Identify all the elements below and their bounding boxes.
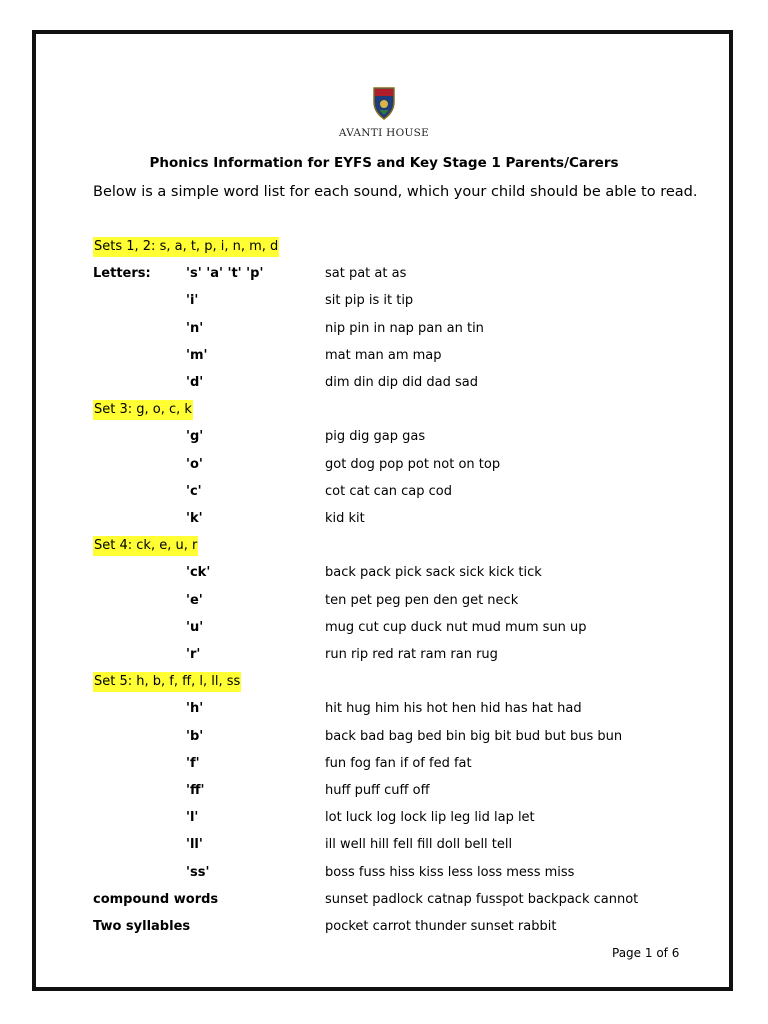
word-row: [0, 373, 768, 395]
word-row: [0, 863, 768, 885]
word-examples: ill well hill fell fill doll bell tell: [325, 837, 513, 853]
word-row: [0, 319, 768, 341]
word-examples: nip pin in nap pan an tin: [325, 320, 484, 336]
brand-name: AVANTI HOUSE: [338, 127, 430, 139]
sound-label: 'c': [186, 483, 202, 499]
word-row: [0, 890, 768, 912]
word-row: [0, 591, 768, 613]
word-examples: hit hug him his hot hen hid has hat had: [325, 701, 582, 717]
intro-text: Below is a simple word list for each sound, which your child should be able to read.: [93, 184, 698, 200]
word-examples: pig dig gap gas: [325, 429, 426, 445]
word-examples: back bad bag bed bin big bit bud but bus bun: [325, 728, 623, 744]
word-examples: pocket carrot thunder sunset rabbit: [325, 919, 557, 934]
school-logo: [334, 86, 434, 144]
word-row: [0, 808, 768, 830]
sound-label: 'k': [186, 511, 203, 526]
word-examples: kid kit: [325, 511, 365, 526]
word-examples: run rip red rat ram ran rug: [325, 647, 498, 662]
sound-label: 'r': [186, 647, 201, 662]
set-heading: [0, 672, 768, 694]
word-row: [0, 346, 768, 368]
word-examples: got dog pop pot not on top: [325, 456, 501, 472]
sound-label: 'n': [186, 320, 204, 336]
word-examples: huff puff cuff off: [325, 783, 430, 798]
sound-label: 'd': [186, 375, 204, 390]
sound-label: 'ff': [186, 783, 205, 798]
word-row: [0, 727, 768, 749]
word-row: [0, 455, 768, 477]
sound-label: 'i': [186, 293, 199, 309]
set-heading-text: Set 3: g, o, c, k: [93, 400, 193, 420]
sound-label: 'ck': [186, 565, 211, 581]
word-examples: cot cat can cap cod: [325, 483, 453, 499]
word-examples: sit pip is it tip: [325, 293, 414, 309]
set-heading-text: Set 5: h, b, f, ff, l, ll, ss: [93, 672, 241, 692]
set-heading: [0, 536, 768, 558]
word-row: [0, 699, 768, 721]
sound-label: 'g': [186, 429, 204, 445]
word-examples: boss fuss hiss kiss less loss mess miss: [325, 864, 575, 880]
word-row: [0, 917, 768, 939]
page-number: Page 1 of 6: [612, 946, 680, 960]
sound-label: 'h': [186, 701, 204, 717]
row-label: Two syllables: [93, 919, 191, 934]
sound-label: 's' 'a' 't' 'p': [186, 266, 264, 282]
sound-label: 'u': [186, 619, 204, 635]
set-heading-text: Set 4: ck, e, u, r: [93, 536, 198, 556]
word-examples: lot luck log lock lip leg lid lap let: [325, 810, 535, 826]
word-row: [0, 754, 768, 776]
sound-label: 'ss': [186, 864, 210, 880]
word-row: [0, 509, 768, 531]
word-row: [0, 563, 768, 585]
sound-label: 'b': [186, 728, 204, 744]
word-examples: dim din dip did dad sad: [325, 375, 478, 390]
word-examples: ten pet peg pen den get neck: [325, 592, 519, 608]
sound-label: 'll': [186, 837, 203, 853]
word-examples: sunset padlock catnap fusspot backpack cannot: [325, 891, 639, 907]
word-row: [0, 482, 768, 504]
page-title: Phonics Information for EYFS and Key Stage 1 Parents/Carers: [149, 155, 619, 171]
set-heading: [0, 237, 768, 259]
word-row: [0, 835, 768, 857]
word-examples: fun fog fan if of fed fat: [325, 755, 472, 771]
sound-label: 'f': [186, 755, 200, 771]
sound-label: 'm': [186, 347, 208, 363]
word-examples: mug cut cup duck nut mud mum sun up: [325, 619, 587, 635]
word-row: [0, 781, 768, 803]
set-heading: [0, 400, 768, 422]
row-label: Letters:: [93, 266, 151, 282]
sound-label: 'e': [186, 592, 203, 608]
crest-icon: [372, 86, 396, 120]
word-row: [0, 618, 768, 640]
word-row: [0, 291, 768, 313]
sound-label: 'l': [186, 810, 199, 826]
word-row: [0, 264, 768, 286]
word-examples: back pack pick sack sick kick tick: [325, 565, 542, 581]
set-heading-text: Sets 1, 2: s, a, t, p, i, n, m, d: [93, 237, 279, 257]
word-examples: mat man am map: [325, 347, 442, 363]
row-label: compound words: [93, 891, 219, 907]
sound-label: 'o': [186, 456, 203, 472]
word-examples: sat pat at as: [325, 266, 407, 282]
word-row: [0, 645, 768, 667]
word-row: [0, 427, 768, 449]
